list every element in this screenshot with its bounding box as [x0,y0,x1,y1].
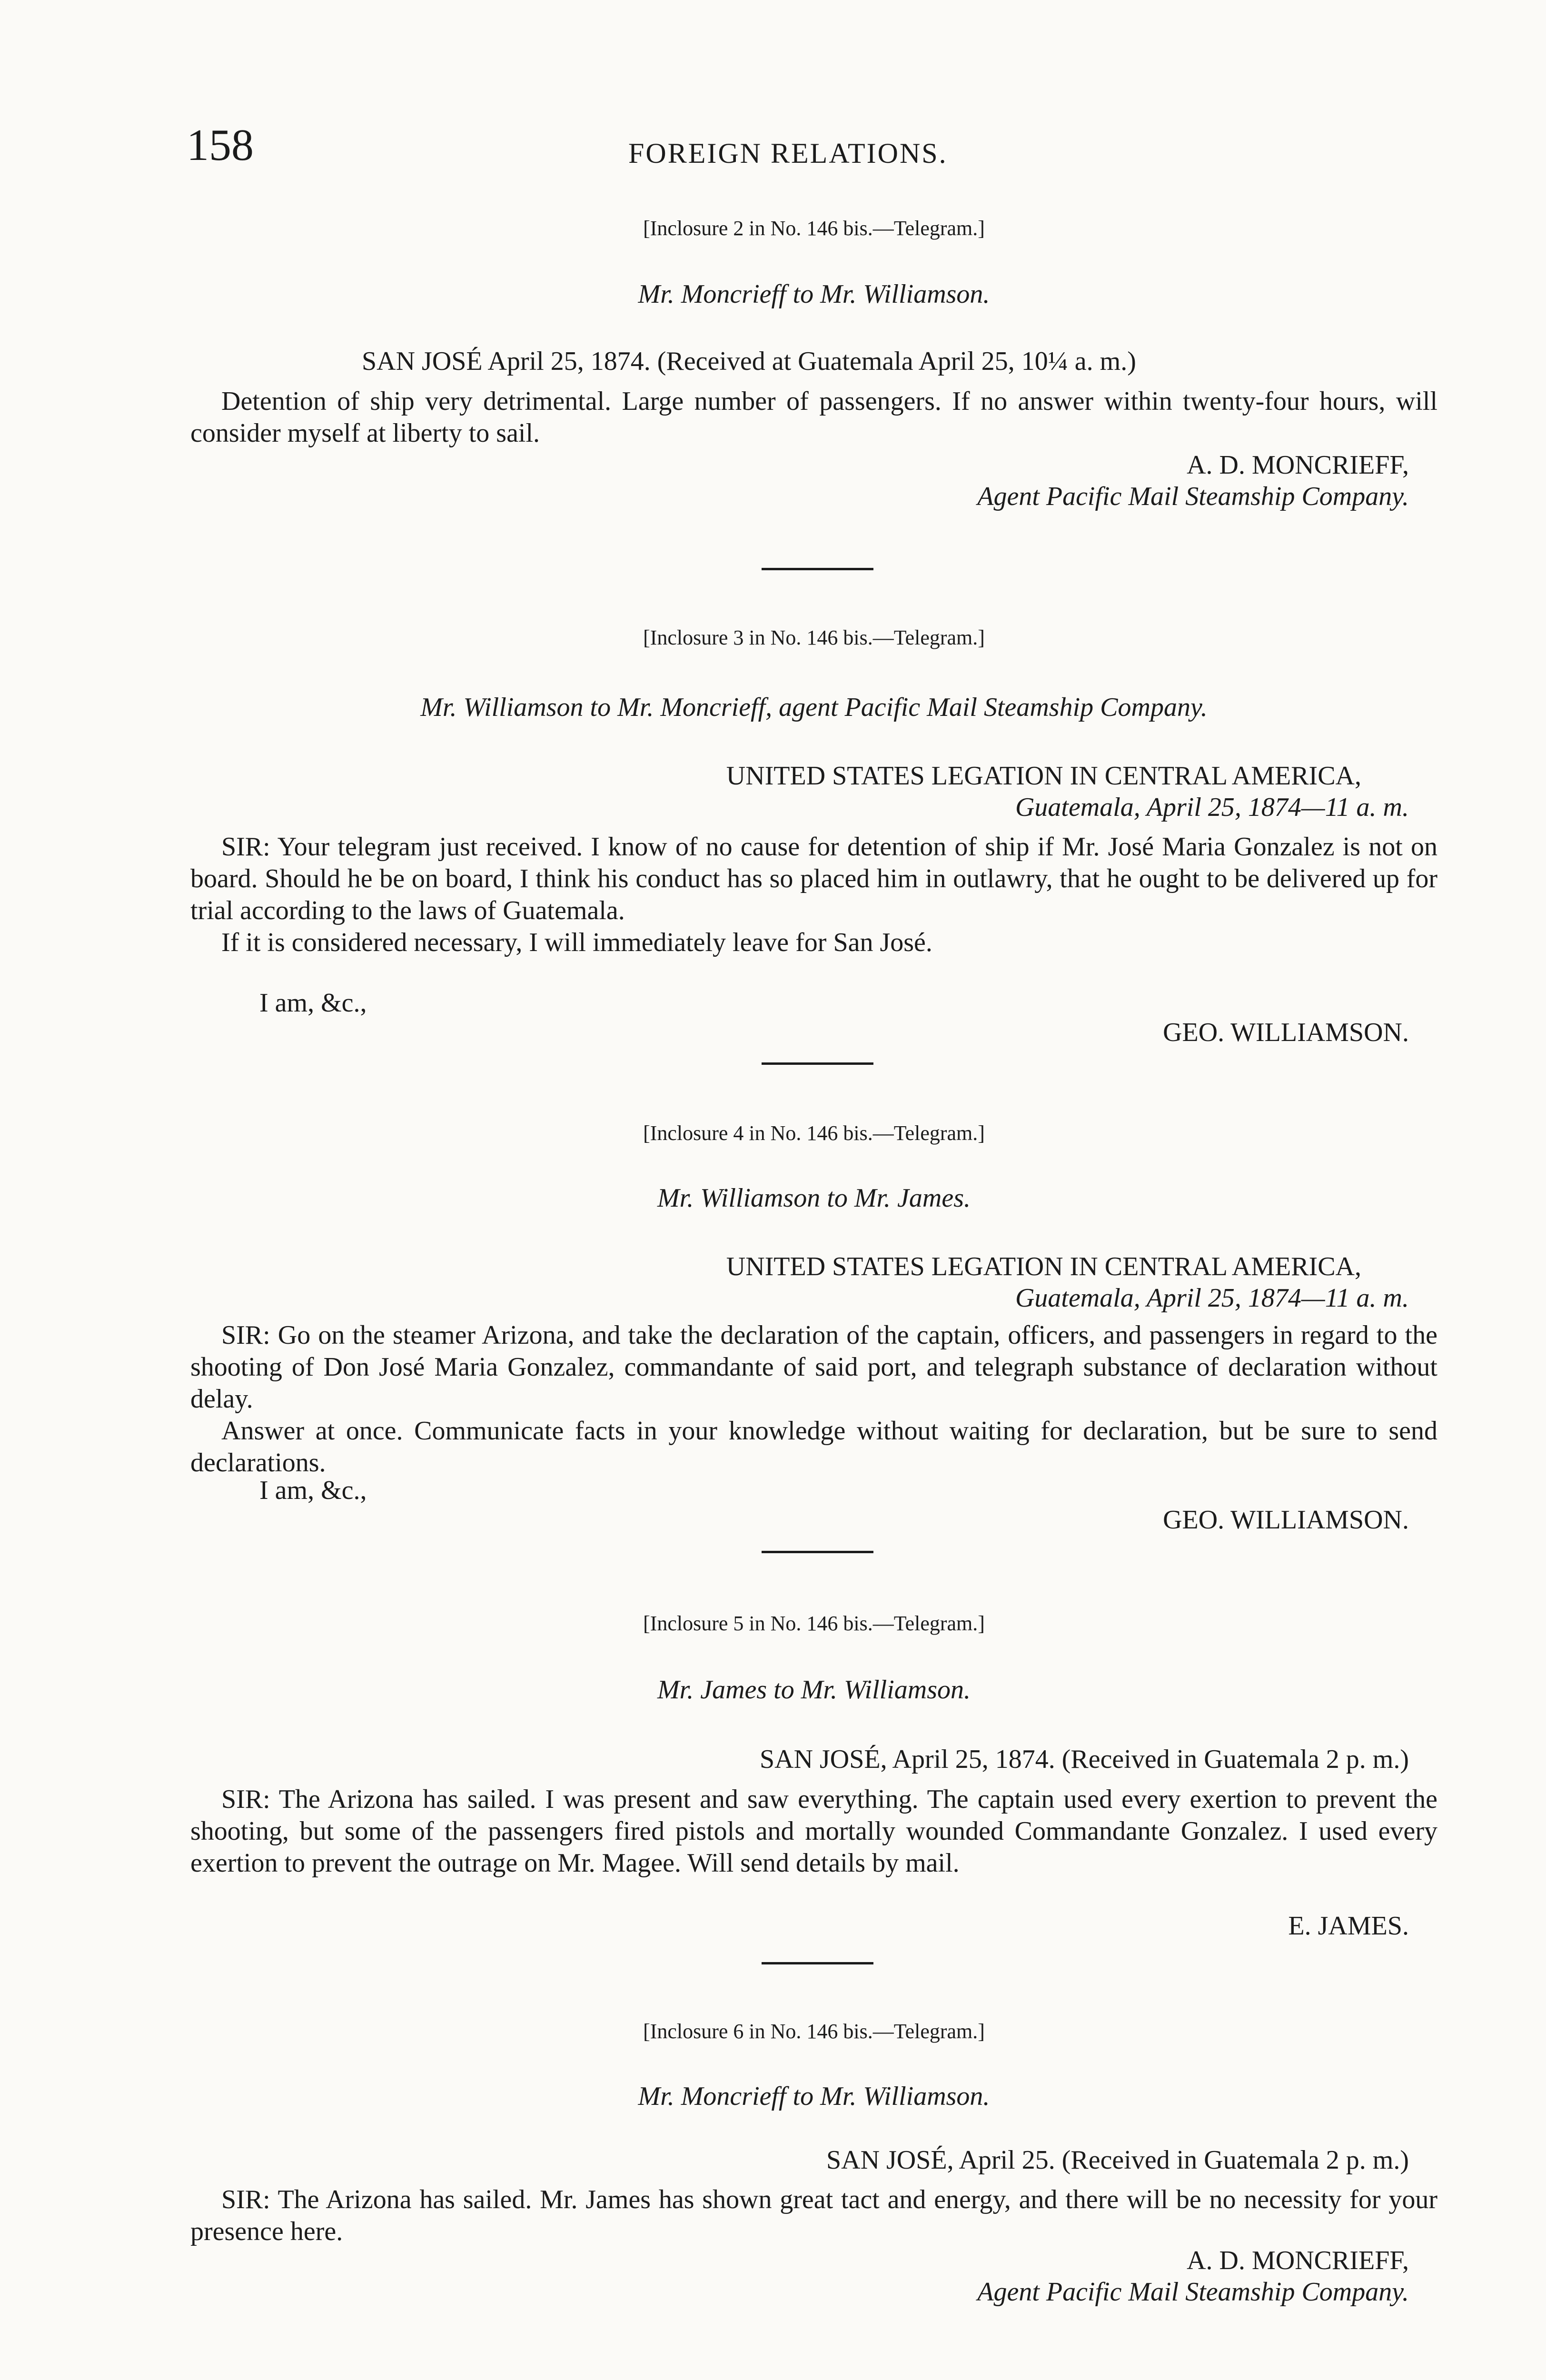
closing: I am, &c., [259,988,367,1018]
body-paragraph: SIR: Go on the steamer Arizona, and take the declaration of the captain, officers, and passengers in regard to the shooting of Don José Maria Gonzalez, commandante of said port, and telegraph substance of declaration without delay. [190,1320,1437,1414]
body-paragraph: Detention of ship very detrimental. Large number of passengers. If no answer within twenty-four hours, will consider myself at liberty to sail. [190,387,1437,448]
signature: A. D. MONCRIEFF, [1187,2246,1409,2275]
inclosure-label: [Inclosure 2 in No. 146 bis.—Telegram.] [643,217,985,240]
section-divider [762,568,873,570]
dateline-legation: UNITED STATES LEGATION IN CENTRAL AMERICA, [726,1252,1361,1281]
signature-title: Agent Pacific Mail Steamship Company. [977,2277,1409,2307]
letter-heading: Mr. Moncrieff to Mr. Williamson. [638,279,990,309]
dateline: SAN JOSÉ, April 25, 1874. (Received in Guatemala 2 p. m.) [759,1745,1409,1774]
dateline-place-date: Guatemala, April 25, 1874—11 a. m. [1015,1283,1409,1313]
dateline: SAN JOSÉ April 25, 1874. (Received at Guatemala April 25, 10¼ a. m.) [362,347,1136,376]
letter-body [190,2184,1437,2248]
body-paragraph: SIR: The Arizona has sailed. Mr. James has shown great tact and energy, and there will be no necessity for your presence here. [190,2185,1437,2246]
body-paragraph: If it is considered necessary, I will immediately leave for San José. [221,928,932,957]
inclosure-label: [Inclosure 6 in No. 146 bis.—Telegram.] [643,2020,985,2043]
letter-heading: Mr. Moncrieff to Mr. Williamson. [638,2082,990,2111]
letter-body [190,1784,1437,1879]
closing: I am, &c., [259,1476,367,1505]
dateline: SAN JOSÉ, April 25. (Received in Guatemala 2 p. m.) [826,2145,1409,2175]
letter-body [190,386,1437,449]
letter-heading: Mr. Williamson to Mr. James. [657,1183,971,1213]
inclosure-label: [Inclosure 5 in No. 146 bis.—Telegram.] [643,1612,985,1635]
signature: E. JAMES. [1288,1911,1409,1941]
letter-heading: Mr. James to Mr. Williamson. [657,1675,971,1705]
letter-body [190,831,1437,959]
signature: A. D. MONCRIEFF, [1187,450,1409,480]
signature-title: Agent Pacific Mail Steamship Company. [977,482,1409,511]
body-paragraph: SIR: The Arizona has sailed. I was present and saw everything. The captain used every exertion to prevent the shooting, but some of the passengers fired pistols and mortally wounded Commandante Gonzalez. I used every exertion to prevent the outrage on Mr. Magee. Will send details by mail. [190,1785,1437,1878]
letter-heading: Mr. Williamson to Mr. Moncrieff, agent Pacific Mail Steamship Company. [420,693,1208,722]
signature: GEO. WILLIAMSON. [1163,1505,1409,1535]
signature: GEO. WILLIAMSON. [1163,1018,1409,1047]
section-divider [762,1962,873,1964]
letter-body [190,1319,1437,1479]
section-divider [762,1551,873,1553]
dateline-place-date: Guatemala, April 25, 1874—11 a. m. [1015,793,1409,822]
inclosure-label: [Inclosure 3 in No. 146 bis.—Telegram.] [643,626,985,649]
section-divider [762,1062,873,1065]
body-paragraph: Answer at once. Communicate facts in your knowledge without waiting for declaration, but be sure to send declarations. [190,1416,1437,1478]
inclosure-label: [Inclosure 4 in No. 146 bis.—Telegram.] [643,1121,985,1145]
dateline-legation: UNITED STATES LEGATION IN CENTRAL AMERICA, [726,761,1361,791]
body-paragraph: SIR: Your telegram just received. I know of no cause for detention of ship if Mr. José Maria Gonzalez is not on board. Should he be on board, I think his conduct has so placed him in outlawry, that he ought to be delivered up for trial according to the laws of Guatemala. [190,832,1437,925]
running-head: FOREIGN RELATIONS. [628,138,948,169]
page-number: 158 [187,120,254,170]
